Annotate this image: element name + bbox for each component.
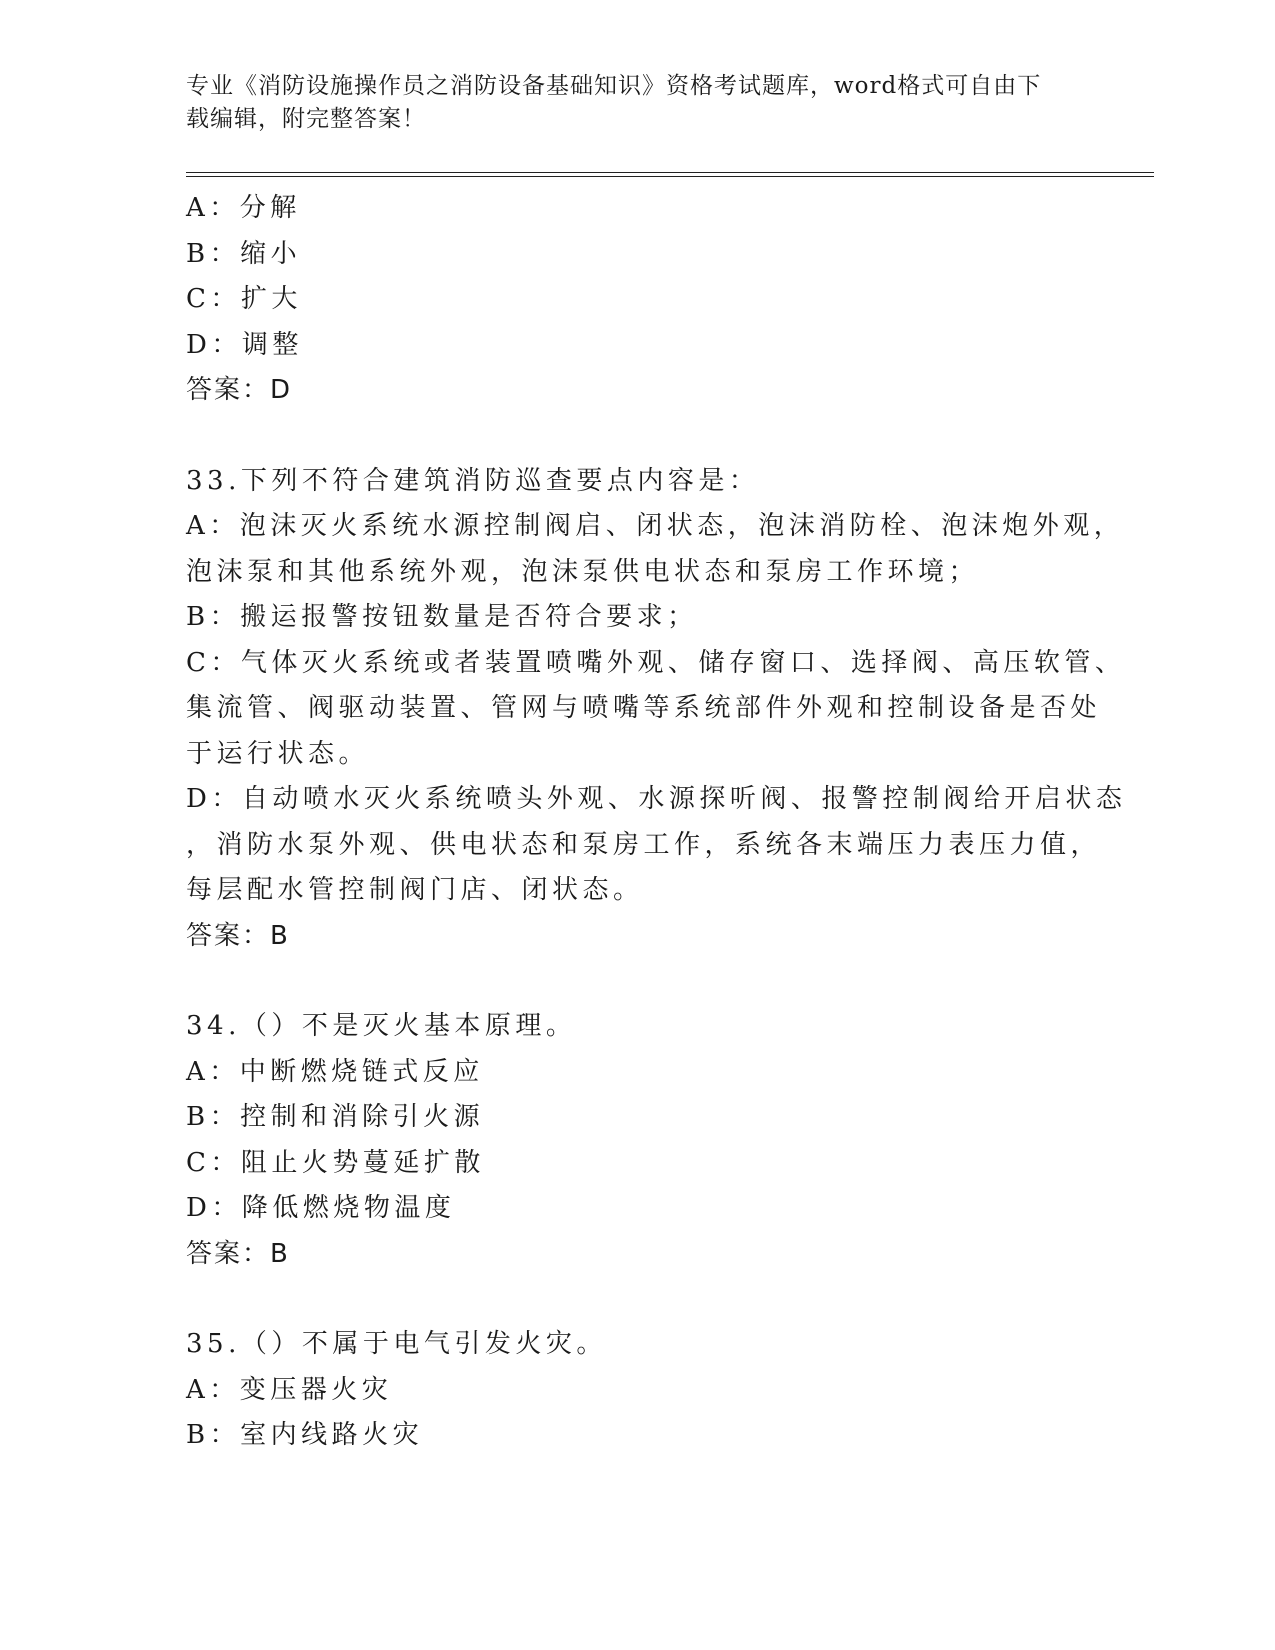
option-c: C：气体灭火系统或者装置喷嘴外观、储存窗口、选择阀、高压软管、 [186, 647, 1126, 678]
question-text: 34.（）不是灭火基本原理。 [186, 1011, 577, 1041]
option-b: B：室内线路火灾 [186, 1420, 424, 1450]
option-a: A：中断燃烧链式反应 [186, 1056, 484, 1087]
option-a: A：分解 [186, 193, 301, 223]
question-block [186, 1004, 1106, 1277]
question-block [186, 459, 1127, 960]
header-rule-bottom [186, 176, 1154, 177]
answer-line: 答案：B [186, 1238, 290, 1269]
option-a: A：变压器火灾 [186, 1374, 393, 1405]
question-block [186, 186, 1106, 414]
header-rule-top [186, 172, 1154, 173]
spacer [186, 959, 1106, 1004]
question-block [186, 1322, 1106, 1459]
answer-line: 答案：B [186, 920, 290, 951]
option-c-continued: 于运行状态。 [186, 738, 370, 769]
question-text: 33.下列不符合建筑消防巡查要点内容是： [186, 465, 760, 496]
spacer [186, 1277, 1106, 1322]
option-d-continued: 每层配水管控制阀门店、闭状态。 [186, 875, 644, 905]
header-line-2: 载编辑，附完整答案！ [186, 106, 426, 132]
option-d: D：调整 [186, 329, 303, 360]
option-a-continued: 泡沫泵和其他系统外观，泡沫泵供电状态和泵房工作环境； [186, 556, 980, 587]
document-header [186, 70, 1066, 136]
option-b: B：搬运报警按钮数量是否符合要求； [186, 602, 698, 632]
option-c: C：扩大 [186, 284, 302, 314]
question-list [186, 186, 1127, 1459]
answer-line: 答案：D [186, 375, 293, 405]
spacer [186, 414, 1106, 459]
option-a: A：泡沫灭火系统水源控制阀启、闭状态，泡沫消防栓、泡沫炮外观， [186, 511, 1125, 541]
option-d-continued: ，消防水泵外观、供电状态和泵房工作，系统各末端压力表压力值， [186, 829, 1102, 860]
option-b: B：控制和消除引火源 [186, 1102, 485, 1132]
question-text: 35.（）不属于电气引发火灾。 [186, 1329, 607, 1359]
option-d: D：自动喷水灭火系统喷头外观、水源探听阀、报警控制阀给开启状态 [186, 784, 1127, 814]
option-c: C：阻止火势蔓延扩散 [186, 1147, 485, 1178]
option-b: B：缩小 [186, 238, 302, 269]
option-d: D：降低燃烧物温度 [186, 1193, 456, 1223]
header-line-1: 专业《消防设施操作员之消防设备基础知识》资格考试题库，word格式可自由下 [186, 73, 1042, 99]
option-c-continued: 集流管、阀驱动装置、管网与喷嘴等系统部件外观和控制设备是否处 [186, 693, 1102, 723]
